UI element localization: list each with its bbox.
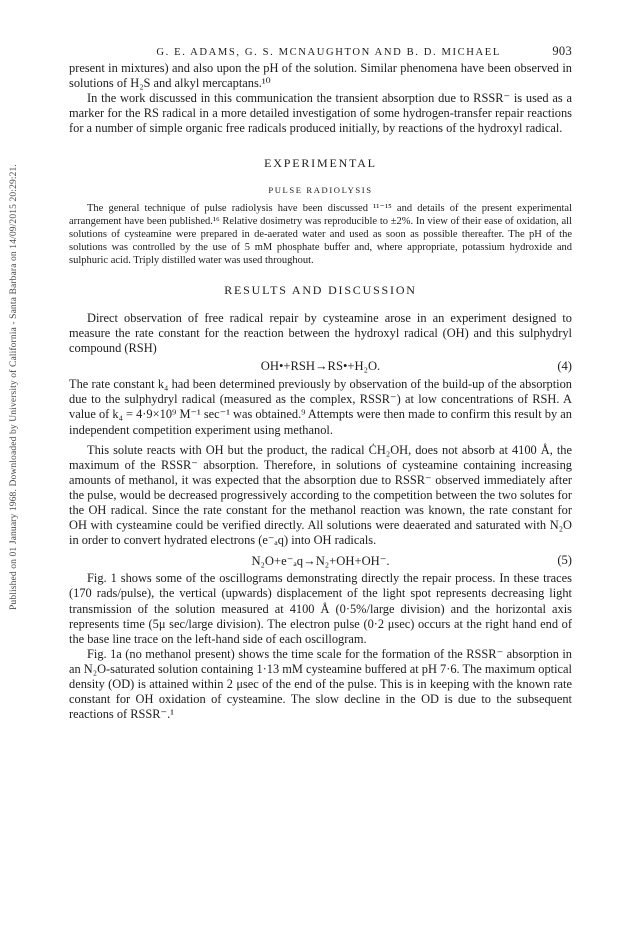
section-heading-results: RESULTS AND DISCUSSION [224,283,417,297]
equation-4 [69,359,572,376]
equation-5-body: N₂O+e⁻ₐq→N₂+OH+OH⁻. [251,554,390,569]
section-heading-experimental: EXPERIMENTAL [264,156,377,171]
equation-5 [69,553,572,570]
download-watermark-text: Published on 01 January 1968. Downloaded by University of California - Santa Barbara on 14/09/2015 20:29:21. [8,164,19,610]
intro-paragraph-1: present in mixtures) and also upon the pH of the solution. Similar phenomena have been observed in solutions of H₂S and alkyl mercaptans.¹⁰ [69,61,572,91]
intro-paragraph-2: In the work discussed in this communication the transient absorption due to RSSR⁻ is used as a marker for the RS radical in a more detailed investigation of some hydrogen-transfer repair reactions for a number of simple organic free radicals produced initially, by reactions of the hydroxyl radical. [69,91,572,136]
page-content [69,44,572,722]
running-header [69,44,572,61]
equation-4-body: OH•+RSH→RS•+H₂O. [260,359,381,374]
results-paragraph-4: Fig. 1 shows some of the oscillograms demonstrating directly the repair process. In these traces (170 rads/pulse), the vertical (upwards) displacement of the light spot represents decreasing light transmission of the solution measured at 4100 Å (0·5%/large division) and the horizontal axis represents time (5μ sec/large division). The electron pulse (0·2 μsec) occurs at the right hand end of the base line trace on the left-hand side of each oscillogram. [69,571,572,646]
results-paragraph-3: This solute reacts with OH but the product, the radical ĊH₂OH, does not absorb at 4100 Å, the maximum of the RSSR⁻ absorption. Therefore, in solutions of cysteamine containing increasing amounts of methanol, it was expected that the absorption due to RSSR⁻ observed immediately after the pulse, would be decreased progressively according to the competition between the two solutes for the OH radical. Since the rate constant for the methanol reaction was known, the rate constant for OH with cysteamine could be verified directly. All solutions were deaerated and saturated with N₂O in order to convert hydrated electrons (e⁻ₐq) into OH radicals. [69,442,572,548]
results-paragraph-2: The rate constant k₄ had been determined previously by observation of the build-up of the absorption due to the sulphydryl radical (measured as the complex, RSSR⁻) at low concentrations of RSH. A value of k₄ = 4·9×10⁹ M⁻¹ sec⁻¹ was obtained.⁹ Attempts were then made to confirm this result by an independent competition experiment using methanol. [69,377,572,437]
experimental-paragraph: The general technique of pulse radiolysis have been discussed ¹¹⁻¹⁵ and details of the present experimental arrangement have been published.¹⁶ Relative dosimetry was reproducible to ±2%. In view of their ease of oxidation, all solutions of cysteamine were prepared in de-aerated water and used as soon as possible thereafter. The pH of the solutions was controlled by the use of 5 mM phosphate buffer and, where appropriate, potassium hydroxide and sulphuric acid. Triply distilled water was used throughout. [69,203,572,267]
equation-5-number: (5) [557,553,572,568]
results-paragraph-1: Direct observation of free radical repair by cysteamine arose in an experiment designed to measure the rate constant for the reaction between the hydroxyl radical (OH) and this sulphydryl compound (RSH) [69,311,572,356]
equation-4-number: (4) [557,359,572,374]
subsection-heading-pulse-radiolysis: PULSE RADIOLYSIS [268,185,373,196]
page-number: 903 [552,44,572,58]
download-watermark [3,70,21,610]
running-header-authors: G. E. ADAMS, G. S. MCNAUGHTON AND B. D. MICHAEL [156,47,501,58]
results-paragraph-5: Fig. 1a (no methanol present) shows the time scale for the formation of the RSSR⁻ absorption in an N₂O-saturated solution containing 1·13 mM cysteamine buffered at pH 7·6. The maximum optical density (OD) is attained within 2 μsec of the end of the pulse. This is in keeping with the known rate constant for OH oxidation of cysteamine. The slow decline in the OD is due to the subsequent reactions of RSSR⁻.¹ [69,646,572,722]
